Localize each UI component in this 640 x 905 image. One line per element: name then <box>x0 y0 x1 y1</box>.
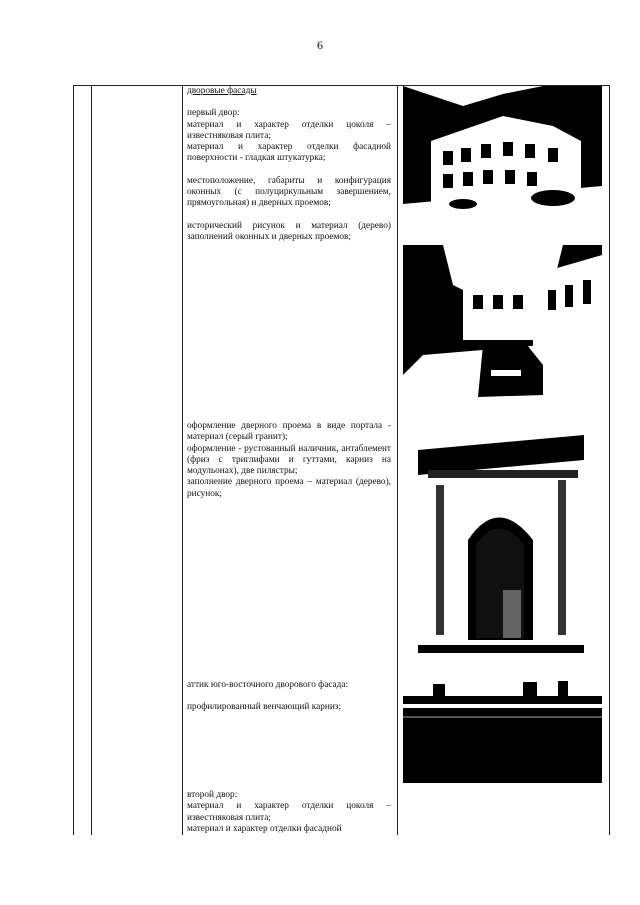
table-column-divider <box>91 85 92 835</box>
plinth-text: материал и характер отделки цоколя – известняковая плита; <box>187 801 391 823</box>
portal-decoration-text: оформление - рустованный наличник, антаблемент (фриз с триглифами и гуттами, карниз на модульонах), две пилястры; <box>187 443 391 477</box>
portal-block <box>187 421 391 500</box>
facade-text: материал и характер отделки фасадной поверхности - гладкая штукатурка; <box>187 142 391 164</box>
portal-fill-text: заполнение дверного проема – материал (дерево), рисунок; <box>187 477 391 499</box>
passage-photo <box>403 245 602 403</box>
plinth-text: материал и характер отделки цоколя – известняковая плита; <box>187 119 391 141</box>
portal-photo <box>418 420 584 653</box>
cornice-text: профилированный венчающий карниз; <box>187 702 342 713</box>
table-border-left <box>73 85 74 835</box>
attic-block <box>187 680 391 714</box>
yard-title: первый двор: <box>187 108 240 119</box>
table-column-divider <box>182 85 183 835</box>
yard-title: второй двор: <box>187 790 238 800</box>
table-border-right <box>609 85 610 835</box>
courtyard-photo <box>403 86 602 233</box>
yard-facades-block <box>187 86 391 243</box>
page-number: 6 <box>317 38 323 52</box>
fill-text: исторический рисунок и материал (дерево) заполнений оконных и дверных проемов; <box>187 220 391 242</box>
attic-text: аттик юго-восточного дворового фасада: <box>187 680 349 690</box>
openings-text: местоположение, габариты и конфигурация оконных (с полуциркульным завершением, прямоугольная) и дверных проемов; <box>187 175 391 209</box>
section-heading: дворовые фасады <box>187 86 257 96</box>
attic-photo <box>403 676 602 783</box>
portal-material-text: оформление дверного проема в виде портала - материал (серый гранит); <box>187 421 391 443</box>
second-yard-block <box>187 790 391 835</box>
facade-text: материал и характер отделки фасадной <box>187 823 342 834</box>
table-column-divider <box>397 85 398 835</box>
